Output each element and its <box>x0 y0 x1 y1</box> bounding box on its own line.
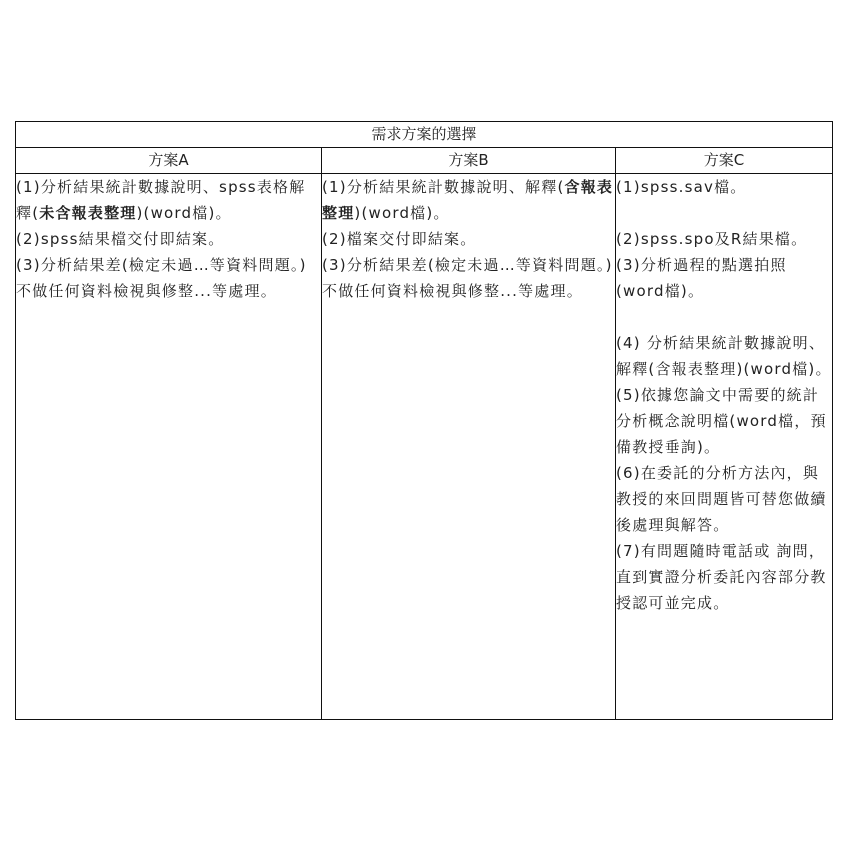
plan-comparison-table <box>15 121 833 720</box>
plan-b-item-1-text: (1)分析結果統計數據說明、解釋( <box>322 178 565 196</box>
plan-b-item-1 <box>322 174 615 226</box>
plan-a-cell <box>16 174 322 720</box>
plan-a-item-1-text: (1)分析結果統計數據說明、spss表格解釋( <box>16 178 306 222</box>
table-header-row <box>16 148 833 174</box>
table-title-row <box>16 122 833 148</box>
plan-c-item-7: (7)有問題隨時電話或 詢問，直到實證分析委託內容部分教授認可並完成。 <box>616 542 827 612</box>
plan-c-item-6: (6)在委託的分析方法內，與教授的來回問題皆可替您做續後處理與解答。 <box>616 464 827 534</box>
plan-b-item-1-tail: )(word檔)。 <box>354 204 450 222</box>
plan-b-item-3: (3)分析結果差(檢定未過…等資料問題。)不做任何資料檢視與修整...等處理。 <box>322 256 613 300</box>
plan-c-item-3: (3)分析過程的點選拍照(word檔)。 <box>616 256 787 300</box>
plan-c-cell <box>616 174 833 720</box>
plan-c-item-2: (2)spss.spo及R結果檔。 <box>616 230 808 248</box>
plan-c-item-5: (5)依據您論文中需要的統計分析概念說明檔(word檔，預備教授垂詢)。 <box>616 386 827 456</box>
plan-b-item-2: (2)檔案交付即結案。 <box>322 230 477 248</box>
column-header-plan-b: 方案B <box>322 148 616 174</box>
spacer <box>616 304 832 330</box>
column-header-plan-a: 方案A <box>16 148 322 174</box>
plan-a-item-1 <box>16 174 321 226</box>
plan-c-item-4: (4) 分析結果統計數據說明、解釋(含報表整理)(word檔)。 <box>616 334 832 378</box>
spacer <box>616 200 832 226</box>
plan-a-item-3: (3)分析結果差(檢定未過…等資料問題。)不做任何資料檢視與修整...等處理。 <box>16 256 307 300</box>
plan-a-item-2: (2)spss結果檔交付即結案。 <box>16 230 225 248</box>
plan-b-item-1-bold: 含報表整理 <box>322 178 614 222</box>
column-header-plan-c: 方案C <box>616 148 833 174</box>
plan-a-item-1-tail: )(word檔)。 <box>136 204 232 222</box>
table-body-row <box>16 174 833 720</box>
plan-a-item-1-bold: 未含報表整理 <box>39 204 137 222</box>
plan-c-item-1: (1)spss.sav檔。 <box>616 178 747 196</box>
table-title: 需求方案的選擇 <box>16 122 833 148</box>
plan-b-cell <box>322 174 616 720</box>
